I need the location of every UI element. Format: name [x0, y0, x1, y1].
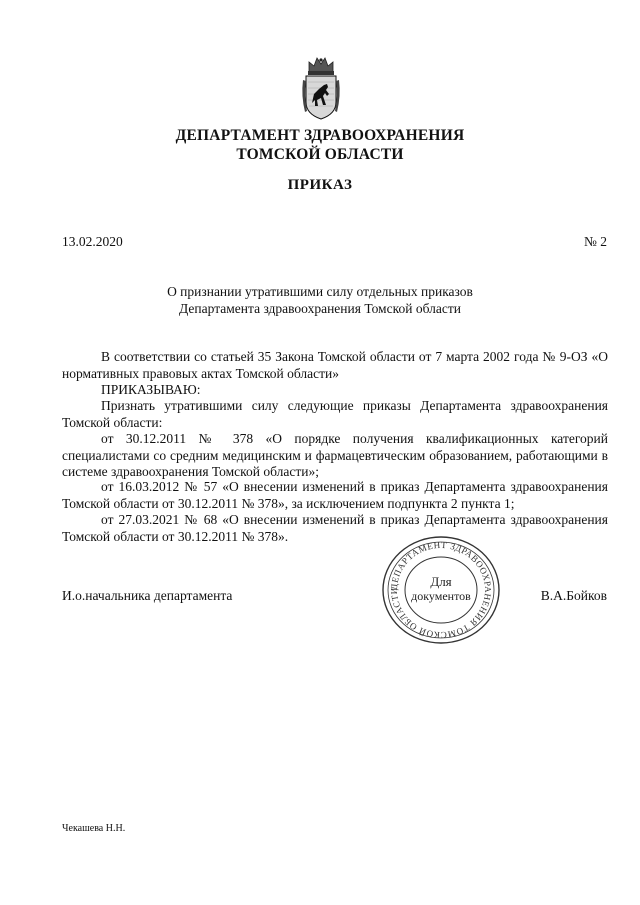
- document-subject: [0, 283, 640, 317]
- order-word: ПРИКАЗЫВАЮ:: [101, 382, 201, 397]
- item-paragraph-1: Признать утратившими силу следующие приказы Департамента здравоохранения Томской области:: [62, 398, 608, 430]
- document-date: 13.02.2020: [62, 234, 123, 249]
- official-stamp: [380, 534, 502, 646]
- document-type: ПРИКАЗ: [287, 177, 353, 193]
- signatory-position: И.о.начальника департамента: [62, 588, 233, 603]
- subject-line2: Департамента здравоохранения Томской области: [179, 301, 461, 316]
- organization-name-line1: ДЕПАРТАМЕНТ ЗДРАВООХРАНЕНИЯ: [175, 127, 465, 144]
- item-paragraph-3: от 16.03.2012 № 57 «О внесении изменений в приказ Департамента здравоохранения Томской области от 30.12.2011 № 378», за исключением подпункта 2 пункта 1;: [62, 479, 608, 511]
- organization-name-line2: ТОМСКОЙ ОБЛАСТИ: [236, 146, 404, 163]
- tomsk-coat-of-arms-icon: [301, 56, 341, 122]
- organization-name: [0, 126, 640, 164]
- subject-line1: О признании утратившими силу отдельных приказов: [167, 284, 473, 299]
- document-number: № 2: [583, 234, 607, 249]
- item-paragraph-4: от 27.03.2021 № 68 «О внесении изменений в приказ Департамента здравоохранения Томской области от 30.12.2011 № 378».: [62, 512, 608, 544]
- signatory-name: В.А.Бойков: [540, 588, 607, 603]
- stamp-center-line2: документов: [411, 589, 471, 603]
- intro-paragraph: В соответствии со статьей 35 Закона Томской области от 7 марта 2002 года № 9-ОЗ «О нормативных правовых актах Томской области»: [62, 349, 608, 381]
- executor-name: Чекашева Н.Н.: [62, 823, 126, 834]
- stamp-ring-text: ДЕПАРТАМЕНТ ЗДРАВООХРАНЕНИЯ ТОМСКОЙ ОБЛАСТИ: [388, 539, 494, 641]
- stamp-center-line1: Для: [430, 574, 452, 589]
- item-paragraph-2: от 30.12.2011 № 378 «О порядке получения квалификационных категорий специалистами со средним медицинским и фармацевтическим образованием, работающими в системе здравоохранения Томской области»;: [62, 431, 608, 479]
